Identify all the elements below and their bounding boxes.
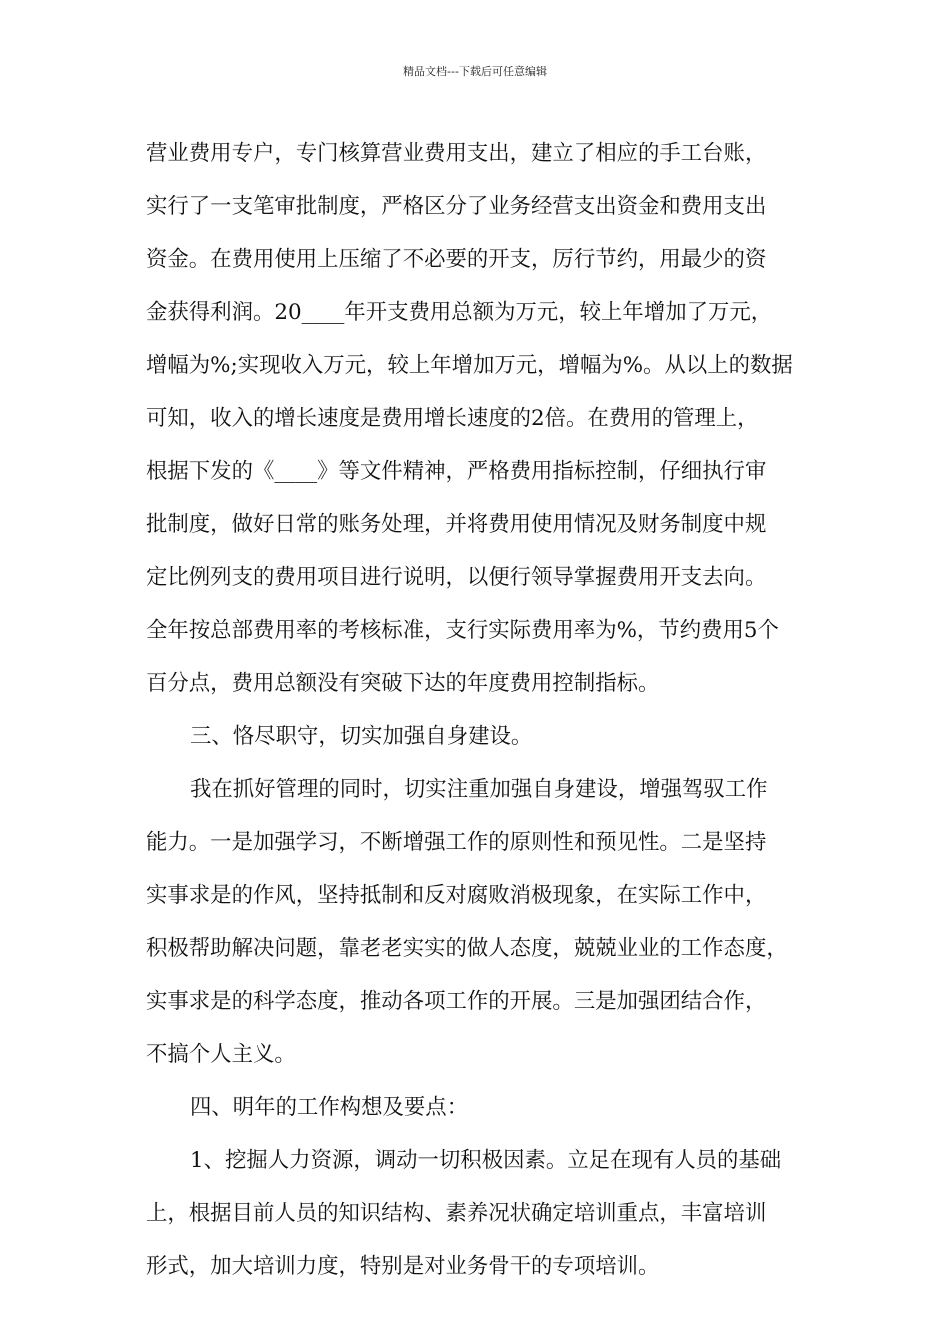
- text-line: 资金。在费用使用上压缩了不必要的开支，厉行节约，用最少的资: [146, 247, 767, 272]
- text-line: 实事求是的作风，坚持抵制和反对腐败消极现象，在实际工作中，: [146, 883, 767, 908]
- text-line: 可知，收入的增长速度是费用增长速度的2倍。在费用的管理上，: [146, 406, 759, 431]
- page-header: 精品文档---下载后可任意编辑: [403, 65, 547, 78]
- text-line: 我在抓好管理的同时，切实注重加强自身建设，增强驾驭工作: [190, 777, 768, 802]
- text-line: 积极帮助解决问题，靠老老实实的做人态度，兢兢业业的工作态度，: [146, 936, 788, 961]
- text-line: 实事求是的科学态度，推动各项工作的开展。三是加强团结合作，: [146, 989, 767, 1014]
- text-line: 1、挖掘人力资源，调动一切积极因素。立足在现有人员的基础: [190, 1148, 782, 1173]
- section-heading: 四、明年的工作构想及要点：: [190, 1095, 469, 1120]
- text-line: 营业费用专户，专门核算营业费用支出，建立了相应的手工台账，: [146, 141, 767, 166]
- text-line: 形式，加大培训力度，特别是对业务骨干的专项培训。: [146, 1254, 660, 1279]
- text-line: 不搞个人主义。: [146, 1042, 296, 1067]
- text-line: 百分点，费用总额没有突破下达的年度费用控制指标。: [146, 671, 660, 696]
- text-line: 能力。一是加强学习，不断增强工作的原则性和预见性。二是坚持: [146, 830, 767, 855]
- text-line: 定比例列支的费用项目进行说明，以便行领导掌握费用开支去向。: [146, 565, 767, 590]
- document-body: [146, 127, 824, 1293]
- text-line: 根据下发的《____》等文件精神，严格费用指标控制，仔细执行审: [146, 459, 767, 484]
- text-line: 金获得利润。20____年开支费用总额为万元，较上年增加了万元，: [146, 300, 773, 325]
- text-line: 全年按总部费用率的考核标准，支行实际费用率为%，节约费用5个: [146, 618, 779, 643]
- text-line: 增幅为%;实现收入万元，较上年增加万元，增幅为%。从以上的数据: [146, 353, 793, 378]
- text-line: 批制度，做好日常的账务处理，并将费用使用情况及财务制度中规: [146, 512, 767, 537]
- text-line: 上，根据目前人员的知识结构、素养况状确定培训重点，丰富培训: [146, 1201, 767, 1226]
- text-line: 实行了一支笔审批制度，严格区分了业务经营支出资金和费用支出: [146, 194, 767, 219]
- section-heading: 三、恪尽职守，切实加强自身建设。: [190, 724, 533, 749]
